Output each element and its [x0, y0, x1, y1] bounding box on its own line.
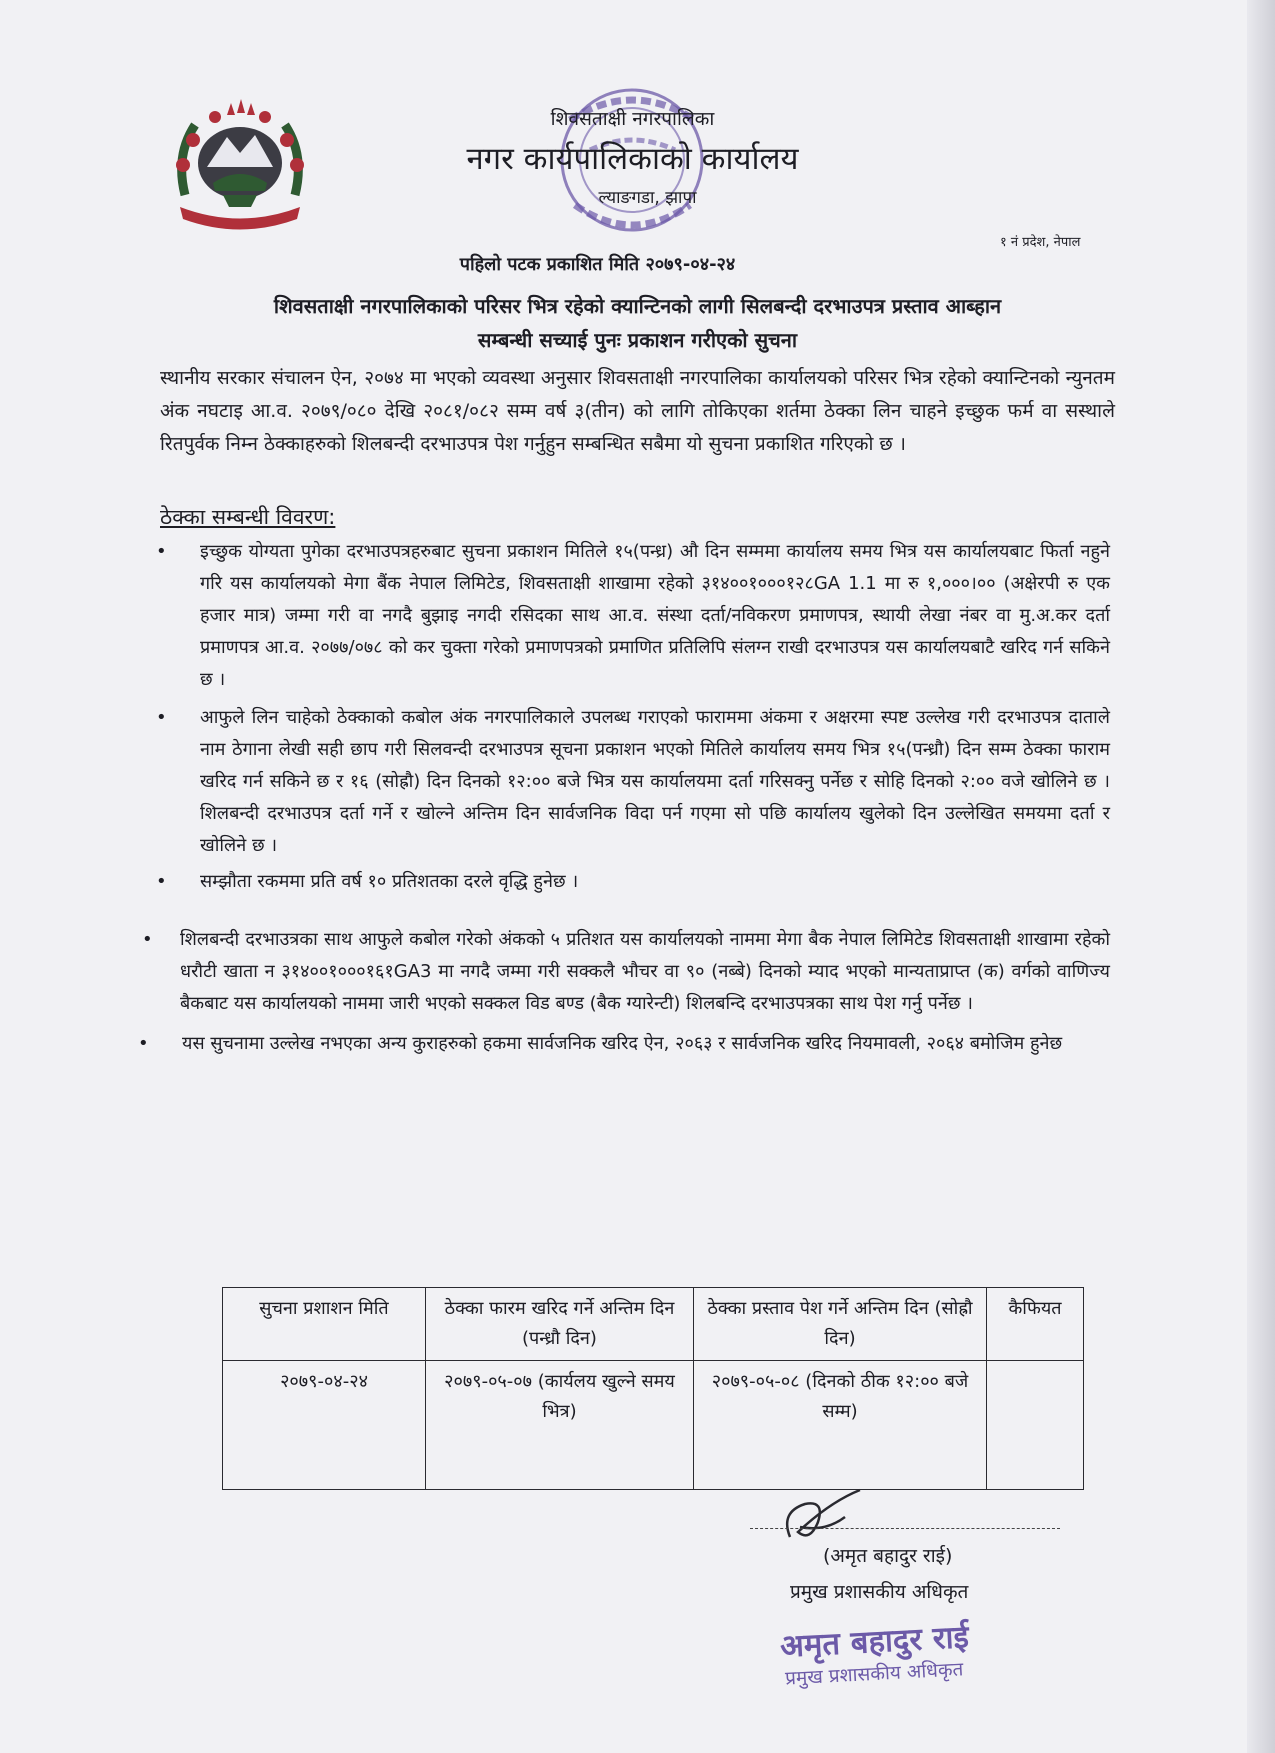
signatory-name: (अमृत बहादुर राई): [823, 1545, 953, 1567]
column-header: कैफियत: [987, 1288, 1084, 1361]
name-stamp: अमृत बहादुर राई: [779, 1619, 970, 1665]
list-item: • यस सुचनामा उल्लेख नभएका अन्य कुराहरुको हकमा सार्वजनिक खरिद ऐन, २०६३ र सार्वजनिक खरिद नियमावली, २०६४ बमोजिम हुनेछ: [150, 1028, 1110, 1060]
notice-intro: स्थानीय सरकार संचालन ऐन, २०७४ मा भएको व्यवस्था अनुसार शिवसताक्षी नगरपालिका कार्यालयको परिसर भित्र रहेको क्यान्टिनको न्युनतम अंक नघटाइ आ.व. २०७९/०८० देखि २०८१/०८२ सम्म वर्ष ३(तीन) को लागि तोकिएका शर्तमा ठेक्का लिन चाहने इच्छुक फर्म वा सस्थाले रितपुर्वक निम्न ठेक्काहरुको शिलबन्दी दरभाउपत्र पेश गर्नुहुन सम्बन्धित सबैमा यो सुचना प्रकाशित गरिएको छ ।: [160, 367, 1115, 455]
signatory-designation: प्रमुख प्रशासकीय अधिकृत: [790, 1581, 969, 1603]
section-heading: ठेक्का सम्बन्धी विवरण:: [160, 505, 336, 529]
office-location: ल्याङगडा, झापा: [598, 188, 697, 208]
table-cell: [987, 1361, 1084, 1490]
list-item: • आफुले लिन चाहेको ठेक्काको कबोल अंक नगरपालिकाले उपलब्ध गराएको फाराममा अंकमा र अक्षरमा स्पष्ट उल्लेख गरी दरभाउपत्र दाताले नाम ठेगाना लेखी सही छाप गरी सिलवन्दी दरभाउपत्र सूचना प्रकाशन भएको मितिले कार्यालय समय भित्र १५(पन्ध्रौ) दिन सम्म ठेक्का फाराम खरिद गर्न सकिने छ र १६ (सोह्रौ) दिन दिनको १२:०० बजे भित्र यस कार्यालयमा दर्ता गरिसक्नु पर्नेछ र सोहि दिनको २:०० वजे खोलिने छ । शिलबन्दी दरभाउपत्र दर्ता गर्ने र खोल्ने अन्तिम दिन सार्वजनिक विदा पर्न गएमा सो पछि कार्यालय खुलेको दिन उल्लेखित समयमा दर्ता र खोलिने छ ।: [150, 702, 1110, 862]
notice-title-line2: सम्बन्धी सच्याई पुनः प्रकाशन गरीएको सुचना: [477, 328, 798, 352]
column-header: ठेक्का फारम खरिद गर्ने अन्तिम दिन (पन्ध्रौ दिन): [426, 1288, 694, 1361]
column-header: ठेक्का प्रस्ताव पेश गर्ने अन्तिम दिन (सोह्रौ दिन): [694, 1288, 987, 1361]
designation-stamp: प्रमुख प्रशासकीय अधिकृत: [784, 1658, 964, 1690]
table-header-row: [223, 1288, 1084, 1361]
page-edge: [1247, 0, 1275, 1753]
bullet-icon: •: [138, 1033, 149, 1054]
bullet-icon: •: [142, 929, 153, 950]
table-cell: २०७९-०५-०७ (कार्यलय खुल्ने समय भित्र): [426, 1361, 694, 1490]
bullet-icon: •: [156, 871, 167, 892]
table-cell: २०७९-०५-०८ (दिनको ठीक १२:०० बजे सम्म): [694, 1361, 987, 1490]
schedule-table: [222, 1287, 1084, 1490]
list-item: • शिलबन्दी दरभाउत्रका साथ आफुले कबोल गरेको अंकको ५ प्रतिशत यस कार्यालयको नाममा मेगा बैक नेपाल लिमिटेड शिवसताक्षी शाखामा रहेको धरौटी खाता न ३१४००१०००१६१GA3 मा नगदै जम्मा गरी सक्कलै भौचर वा ९० (नब्बे) दिनको म्याद भएको मान्यताप्राप्त (क) वर्गको वाणिज्य बैकबाट यस कार्यालयको नाममा जारी भएको सक्कल विड बण्ड (बैक ग्यारेन्टी) शिलबन्दि दरभाउपत्रका साथ पेश गर्नु पर्नेछ ।: [150, 924, 1110, 1020]
publication-date: पहिलो पटक प्रकाशित मिति २०७९-०४-२४: [459, 254, 736, 275]
list-item: • सम्झौता रकममा प्रति वर्ष १० प्रतिशतका दरले वृद्धि हुनेछ ।: [150, 866, 1110, 898]
contract-details-list: [138, 536, 1110, 1060]
bullet-icon: •: [156, 541, 167, 562]
office-name: नगर कार्यपालिकाको कार्यालय: [466, 141, 799, 177]
list-item: • इच्छुक योग्यता पुगेका दरभाउपत्रहरुबाट सुचना प्रकाशन मितिले १५(पन्ध्र) औ दिन सम्ममा कार्यालय समय भित्र यस कार्यालयबाट फिर्ता नहुने गरि यस कार्यालयको मेगा बैंक नेपाल लिमिटेड, शिवसताक्षी शाखामा रहेको ३१४००१०००१२८GA 1.1 मा रु १,०००।०० (अक्षेरपी रु एक हजार मात्र) जम्मा गरी वा नगदै बुझाइ नगदी रसिदका साथ आ.व. संस्था दर्ता/नविकरण प्रमाणपत्र, स्थायी लेखा नंबर वा मु.अ.कर दर्ता प्रमाणपत्र आ.व. २०७७/०७८ को कर चुक्ता गरेको प्रमाणपत्रको प्रमाणित प्रतिलिपि संलग्न राखी दरभाउपत्र यस कार्यालयबाटै खरिद गर्न सकिने छ ।: [150, 536, 1110, 696]
province-label: १ नं प्रदेश, नेपाल: [1000, 235, 1081, 250]
signature-line: [750, 1528, 1060, 1529]
bullet-icon: •: [156, 707, 167, 728]
column-header: सुचना प्रशाशन मिति: [223, 1288, 426, 1361]
letterhead: [0, 105, 1275, 208]
municipality-name: शिवसताक्षी नगरपालिका: [550, 108, 715, 130]
notice-title-line1: शिवसताक्षी नगरपालिकाको परिसर भित्र रहेको क्यान्टिनको लागी सिलबन्दी दरभाउपत्र प्रस्ताव आब्हान: [273, 294, 1002, 318]
table-cell: २०७९-०४-२४: [223, 1361, 426, 1490]
table-row: [223, 1361, 1084, 1490]
